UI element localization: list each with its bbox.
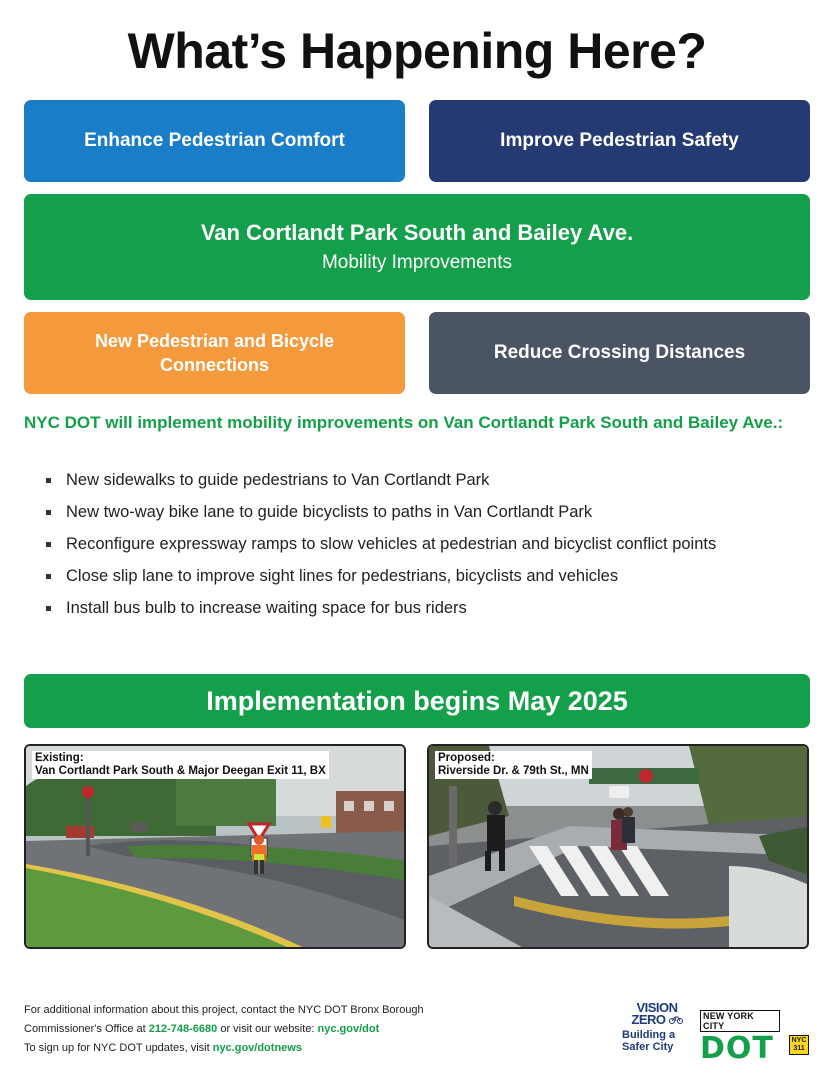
vision-zero-logo [622,1002,692,1058]
list-item: Reconfigure expressway ramps to slow vehicles at pedestrian and bicyclist conflict points [44,530,784,559]
footer-line: For additional information about this project, contact the NYC DOT Bronx Borough [24,1004,424,1016]
nyc-311-badge [789,1035,809,1055]
list-item: New sidewalks to guide pedestrians to Van Cortlandt Park [44,466,784,495]
tile-reduce-crossing [429,312,810,394]
proposed-photo [427,744,809,949]
footer-text: Commissioner's Office at [24,1023,149,1035]
newsletter-link[interactable]: nyc.gov/dotnews [212,1042,302,1054]
footer-line [24,1039,564,1058]
page-title: What’s Happening Here? [127,23,707,79]
tile-label: New Pedestrian and Bicycle Connections [94,331,335,375]
tile-project-title [24,194,810,300]
footer-line [24,1020,564,1039]
caption-location: Van Cortlandt Park South & Major Deegan Exit 11, BX [35,765,326,777]
tile-enhance-comfort [24,100,405,182]
vz-tagline-2: Safer City [622,1041,674,1053]
tile-label: Reduce Crossing Distances [493,342,746,363]
photo-caption [435,751,592,779]
vz-vision: VISION [636,1000,678,1015]
existing-photo [24,744,406,949]
vz-tagline-1: Building a [622,1029,676,1041]
website-link[interactable]: nyc.gov/dot [317,1023,380,1035]
footer-text: or visit our website: [217,1023,318,1035]
intro-text: NYC DOT will implement mobility improvements on Van Cortlandt Park South and Bailey Ave.: [24,413,784,432]
tile-label: Enhance Pedestrian Comfort [84,130,345,151]
dot-logo-word: DOT [700,1031,774,1066]
project-subtitle: Mobility Improvements [321,252,513,273]
phone-link[interactable]: 212-748-6680 [148,1023,218,1035]
tile-label: Improve Pedestrian Safety [500,130,739,151]
nyc-dot-logo [700,1010,780,1066]
badge-line: NYC [791,1037,807,1044]
tile-new-connections [24,312,405,394]
list-item: Install bus bulb to increase waiting space for bus riders [44,594,784,623]
tile-improve-safety [429,100,810,182]
bike-icon [669,1015,683,1024]
implementation-banner: Implementation begins May 2025 [24,674,810,728]
vz-zero-text: ZERO [631,1012,666,1027]
improvement-list [44,466,784,626]
photo-caption [32,751,329,779]
footer-contact [24,1001,564,1058]
badge-line: 311 [793,1045,805,1052]
dot-logo-top: NEW YORK CITY [700,1010,780,1032]
caption-label: Proposed: [438,752,495,764]
list-item: Close slip lane to improve sight lines for pedestrians, bicyclists and vehicles [44,562,784,591]
caption-label: Existing: [35,752,84,764]
footer-text: To sign up for NYC DOT updates, visit [24,1042,213,1054]
project-name: Van Cortlandt Park South and Bailey Ave. [200,220,634,245]
vz-zero [622,1014,692,1026]
caption-location: Riverside Dr. & 79th St., MN [438,765,589,777]
list-item: New two-way bike lane to guide bicyclists to paths in Van Cortlandt Park [44,498,784,527]
